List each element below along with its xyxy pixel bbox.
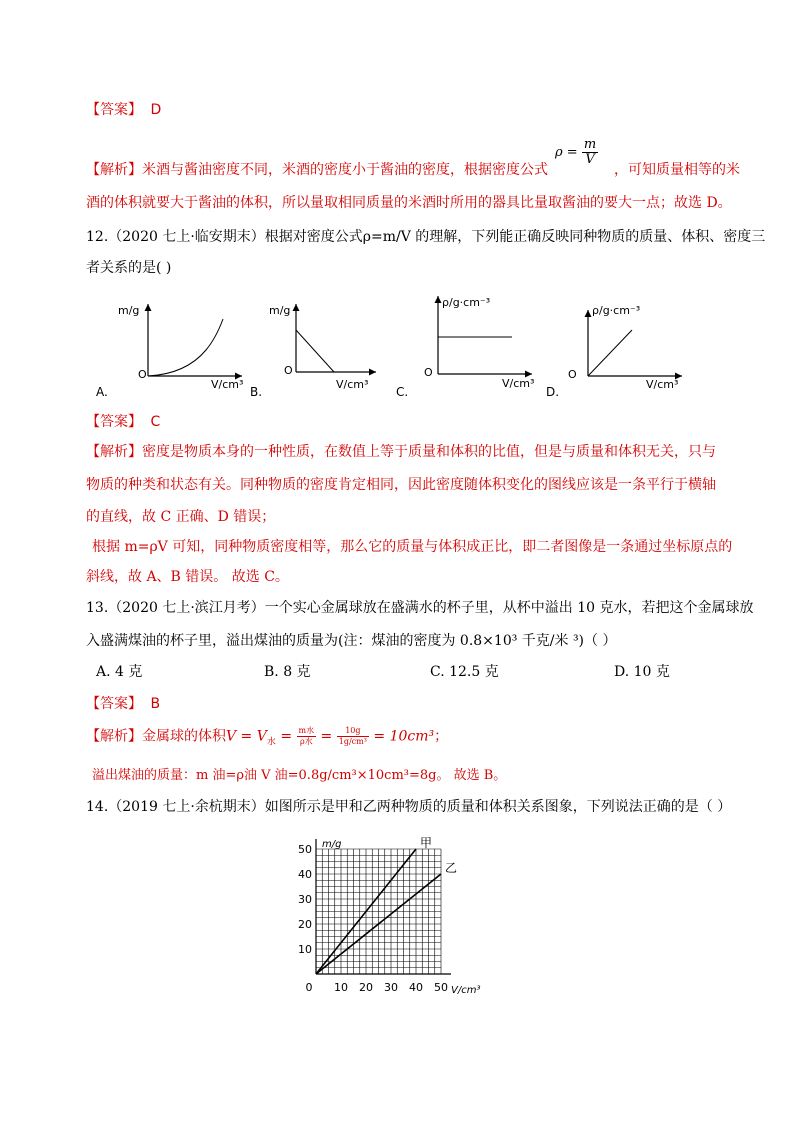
answer-value: C [150,414,161,430]
graph-d-xlabel: V/cm³ [646,378,679,391]
q13-analysis-line2: 溢出煤油的质量：m 油=ρ油 V 油=0.8g/cm³×10cm³=8g。 故选 B。 [92,768,507,783]
formula-eq: = [275,728,297,745]
q13-stem-line2: 入盛满煤油的杯子里，溢出煤油的质量为(注：煤油的密度为 0.8×10³ 千克/米 ³)（ ） [86,633,617,649]
graph-a-xlabel: V/cm³ [211,378,244,391]
answer-value: B [150,696,161,712]
graph-d-ylabel: ρ/g·cm⁻³ [592,304,641,317]
y-tick-label: 30 [298,893,312,906]
graph-a-origin: O [138,368,147,381]
graph-c-origin: O [424,366,433,379]
q12-analysis-line2: 物质的种类和状态有关。同种物质的密度肯定相同，因此密度随体积变化的图线应该是一条平行于横轴 [86,477,716,493]
formula-sub: 水 [266,737,276,748]
graph-b-origin: O [284,364,293,377]
formula-result: = 10cm³ [373,728,435,745]
graph-d-origin: O [568,368,577,381]
q13-answer-line [86,694,160,714]
graph-c [396,296,534,399]
x-tick-label: 40 [409,981,423,994]
formula-denominator: V [585,152,595,167]
graph-b-xlabel: V/cm³ [336,378,369,391]
q12-analysis-line4: 根据 m=ρV 可知，同种物质密度相等，那么它的质量与体积成正比，即二者图像是一条通过坐标原点的 [92,539,733,555]
graph-a [96,304,243,399]
x-axis-label: V/cm³ [451,985,481,996]
q13-option-a: A. 4 克 [96,664,143,680]
answer-value: D [150,102,162,118]
series-label-1: 甲 [420,836,433,850]
q12-stem-line2: 者关系的是( ) [86,260,172,276]
q12-stem-line1: 12.（2020 七上·临安期末）根据对密度公式ρ=m/V 的理解，下列能正确反映同种物质的质量、体积、密度三 [86,229,766,245]
q12-graphs [86,290,706,402]
graph-a-option: A. [96,385,108,399]
analysis-tag: 【解析】 [86,444,142,460]
q12-analysis-line3: 的直线，故 C 正确、D 错误； [86,509,276,525]
q13-stem-line1: 13.（2020 七上·滨江月考）一个实心金属球放在盛满水的杯子里，从杯中溢出 10 克水，若把这个金属球放 [86,600,754,616]
q11-analysis-line1 [86,160,740,180]
analysis-tag: 【解析】 [86,162,142,178]
series-label-2: 乙 [445,861,458,875]
frac2-numerator: 10g [337,726,369,737]
graph-c-xlabel: V/cm³ [502,377,535,390]
graph-b-ylabel: m/g [269,304,291,317]
graph-c-option: C. [396,385,409,399]
answer-tag: 【答案】 [86,102,142,118]
q12-analysis-line1 [86,442,716,462]
q13-option-d: D. 10 克 [614,664,670,680]
graph-b-line [296,330,334,372]
graph-a-ylabel: m/g [118,304,140,317]
graph-a-curve [148,319,223,376]
x-tick-label: 50 [434,981,448,994]
q14-chart [286,834,506,1000]
formula-numerator: m [583,137,597,152]
answer-tag: 【答案】 [86,696,142,712]
y-tick-label: 20 [298,918,312,931]
y-tick-label: 40 [298,868,312,881]
graph-c-ylabel: ρ/g·cm⁻³ [442,296,491,309]
formula-eq: = [316,728,337,745]
q14-stem: 14.（2019 七上·余杭期末）如图所示是甲和乙两种物质的质量和体积关系图象，下列说法正确的是（ ） [86,799,732,815]
q13-option-c: C. 12.5 克 [430,664,499,680]
x-tick-label: 20 [359,981,373,994]
analysis-text: ，可知质量相等的米 [614,162,740,178]
analysis-text: 金属球的体积 [142,728,226,745]
y-axis-label: m/g [322,839,342,850]
frac1-numerator: m水 [298,726,315,735]
x-tick-label: 10 [334,981,348,994]
analysis-text: 米酒与酱油密度不同，米酒的密度小于酱油的密度，根据密度公式 [142,162,548,178]
q11-analysis-line2: 酒的体积就要大于酱油的体积，所以量取相同质量的米酒时所用的器具比量取酱油的要大一点；故选 D。 [86,195,732,211]
formula-rho: ρ [555,145,563,160]
graph-d-line [588,330,632,376]
graph-b-option: B. [250,385,263,399]
formula-eq: = [566,145,578,160]
q13-analysis-line1 [86,726,448,752]
y-tick-label: 10 [298,943,312,956]
analysis-text: 密度是物质本身的一种性质，在数值上等于质量和体积的比值，但是与质量和体积无关，只与 [142,444,716,460]
graph-d-option: D. [546,385,560,399]
frac1-denominator: ρ水 [299,737,313,746]
x-tick-label: 30 [384,981,398,994]
formula-tail: ； [434,728,449,745]
graph-d [546,304,682,399]
answer-tag: 【答案】 [86,414,142,430]
frac2-denominator: 1g/cm³ [338,737,367,746]
q13-option-b: B. 8 克 [264,664,311,680]
q11-answer-line [86,100,161,120]
x-tick-label: 0 [305,981,313,994]
q12-analysis-line5: 斜线，故 A、B 错误。 故选 C。 [86,569,289,585]
graph-b [250,304,376,399]
analysis-tag: 【解析】 [86,728,142,745]
formula-v: V = V [226,728,267,745]
y-tick-label: 50 [298,843,312,856]
q12-answer-line [86,412,160,432]
